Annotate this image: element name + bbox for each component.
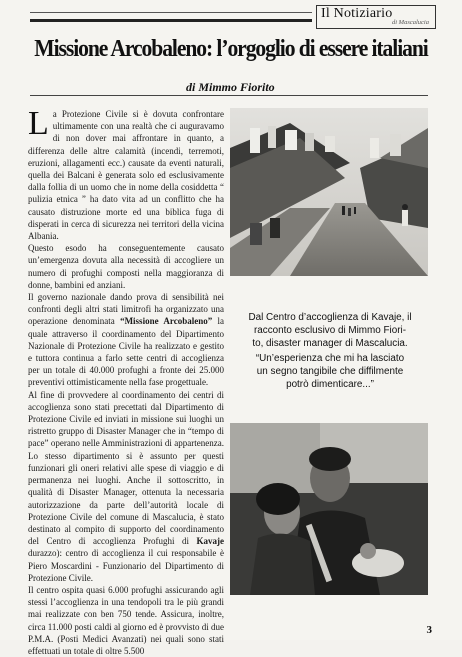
callout-line: racconto esclusivo di Mimmo Fiori- [253,325,406,337]
paragraph-2: Questo esodo ha conseguentemente causato un’emergenza dovuta alla necessità di accogliere un numero di profughi composti nella maggioranza di donne, bambini ed anziani. [28,243,224,290]
callout-quote: potrò dimenticare...” [286,379,374,391]
paragraph-4: Al fine di provvedere al coordinamento dei centri di accoglienza sono stati precettati dal Dipartimento di Protezione Civile ed inviati in missione sui luoghi un ristretto gruppo di Disaster Manager che in “tempo di pace” operano nelle Amministrazioni di appartenenza. Lo stesso dipartimento si è assunto per questi funzionari gli oneri relativi alle spese di viaggio e di permanenza nei luoghi. Anche il sottoscritto, in qualità di Disaster Manager, ottenuta la necessaria autorizzazione da parte dell’autorità locale di Protezione Civile del comune di Mascalucia, è stato destinato al compito di supporto del coordinamento del Centro di accoglienza Profughi di Kavaje durazzo): centro di accoglienza il cui responsabile è Piero Moscardini - Funzionario del Dipartimento di Protezione Civile. [28,389,224,583]
masthead [316,5,436,29]
paragraph-3: Il governo nazionale dando prova di sensibilità nei confronti degli altri stati limitrofi ha organizzato una operazione denominata “Missione Arcobaleno” la quale attraverso il coordinamento del Dipartimento Nazionale di Protezione Civile ha realizzato e gestito e tuttora continua a farlo sette centri di accoglienza per un totale di 40.000 profughi a fronte dei 25.000 preventivi ottimisticamente nella fase progettuale. [28,292,224,388]
paragraph-1: La Protezione Civile si è dovuta confrontare ultimamente con una realtà che ci auguravamo di non dover mai affrontare in quanto, a differenza delle altre calamità (incendi, terremoti, eruzioni, allagamenti ecc.) causate da eventi naturali, quella dei Balcani è generata solo ed esclusivamente dalla follia di un uomo che in nome della cosiddetta “ pulizia etnica ” ha dato vita ad un conflitto che ha causato distruzione morte ed una biblica fuga di disperati in cerca di sicurezza nei territori della vicina Albania. [28,105,224,242]
drop-cap: L [28,105,49,142]
article-body [28,105,224,656]
callout-line: Dal Centro d’accoglienza di Kavaje, il [248,312,412,323]
page-number: 3 [426,624,432,636]
masthead-subtitle: di Mascalucia [391,19,429,26]
portrait-photo [230,423,428,595]
callout-quote: un segno tangibile che diffilmente [256,365,404,377]
callout-text [232,311,428,391]
article-byline: di Mimmo Fiorito [186,80,275,94]
callout-quote: “Un’esperienza che mi ha lasciato [255,352,405,364]
masthead-title: Il Notiziario [321,6,393,21]
refugee-camp-photo [230,108,428,276]
callout-line: to, disaster manager di Mascalucia. [252,338,408,350]
masthead-rule [30,12,312,22]
article-headline: Missione Arcobaleno: l’orgoglio di essere italiani [34,36,428,62]
paragraph-5: Il centro ospita quasi 6.000 profughi assicurando agli stessi l’accoglienza in una tendopoli tra le più grandi mai realizzate con ben 750 tende. Assicura, inoltre, circa 11.000 posti caldi al giorno ed è provvisto di due P.M.A. (Posti Medici Avanzati) nei quali sono stati effettuati un totale di oltre 5.500 [28,584,224,656]
byline-divider [30,95,428,96]
